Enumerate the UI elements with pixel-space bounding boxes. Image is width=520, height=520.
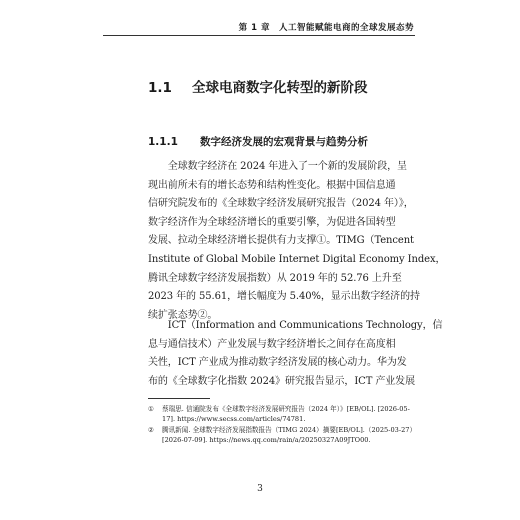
section-heading	[148, 76, 368, 96]
section-number: 1.1	[148, 80, 172, 96]
text-line: 关性，ICT 产业成为推动数字经济发展的核心动力。华为发	[148, 357, 407, 369]
subsection-title-text: 数字经济发展的宏观背景与趋势分析	[200, 136, 368, 148]
text-line: Institute of Global Mobile Internet Digital Economy Index，	[148, 253, 446, 265]
body-paragraph	[148, 317, 443, 391]
text-line: 布的《全球数字化指数 2024》研究报告显示，ICT 产业发展	[148, 375, 415, 387]
text-line: ICT（Information and Communications Technology，信	[148, 320, 443, 331]
text-line: 腾讯全球数字经济发展指数）从 2019 年的 52.76 上升至	[148, 272, 402, 284]
text-line: 全球数字经济在 2024 年进入了一个新的发展阶段，呈	[148, 161, 407, 172]
footnote-mark: ①	[148, 405, 154, 413]
footnote-line: [2026-07-09]. https://news.qq.com/rain/a/20250327A09JTO00.	[162, 436, 371, 445]
footnote-mark: ②	[148, 425, 154, 434]
text-line: 续扩张态势②。	[148, 309, 218, 321]
subsection-number: 1.1.1	[148, 136, 178, 148]
text-line: 信研究院发布的《全球数字经济发展研究报告（2024 年）》，	[148, 198, 414, 210]
subsection-heading	[148, 134, 368, 149]
header-rule	[103, 35, 415, 36]
footnote-rule	[148, 398, 210, 399]
section-title-text: 全球电商数字化转型的新阶段	[192, 80, 368, 96]
text-line: 2023 年的 55.61，增长幅度为 5.40%，显示出数字经济的持	[148, 291, 420, 303]
text-line: 息与通信技术）产业发展与数字经济增长之间存在高度相	[148, 338, 396, 350]
text-line: 数字经济作为全球经济增长的重要引擎，为促进各国转型	[148, 216, 396, 228]
footnote-line: 腾讯新闻. 全球数字经济发展指数报告（TIMG 2024）摘要[EB/OL].（2025-03-27）	[162, 425, 417, 434]
body-paragraph	[148, 158, 446, 325]
text-line: 现出前所未有的增长态势和结构性变化。根据中国信息通	[148, 179, 396, 191]
page-number: 3	[257, 484, 263, 494]
running-header: 第 1 章 人工智能赋能电商的全球发展态势	[238, 23, 414, 33]
footnote-line: 蔡瑞思. 信通院发布《全球数字经济发展研究报告（2024 年）》[EB/OL]. [2026-05-	[162, 405, 410, 413]
footnotes	[148, 404, 417, 446]
footnote-1	[148, 404, 410, 425]
footnote-2	[148, 425, 417, 446]
footnote-line: 17]. https://www.secss.com/articles/74781.	[162, 415, 306, 424]
text-line: 发展、拉动全球经济增长提供有力支撑①。TIMG（Tencent	[148, 235, 414, 247]
